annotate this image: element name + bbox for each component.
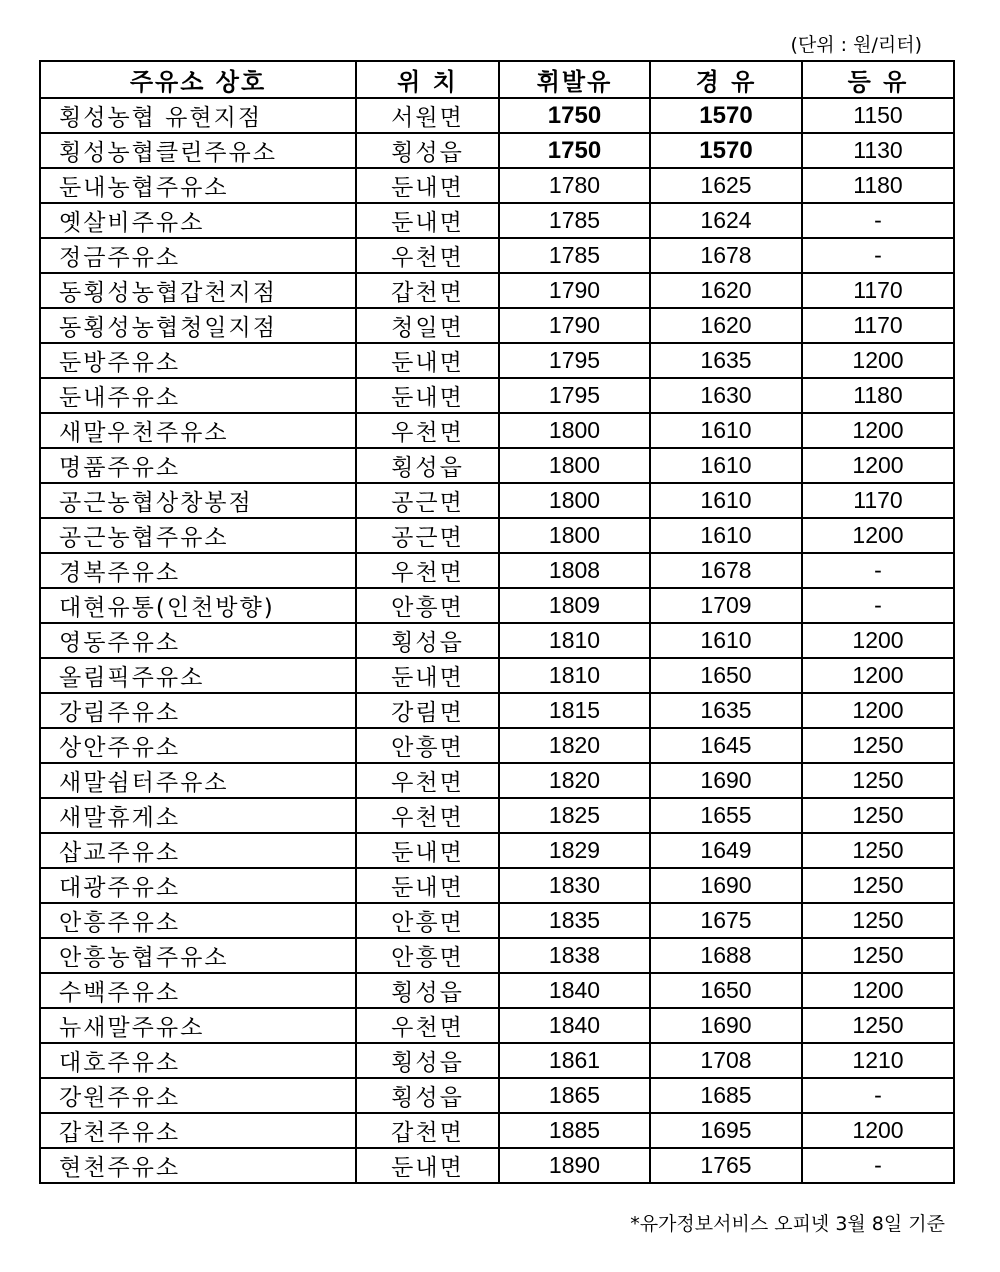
table-row [40, 903, 954, 938]
table-row [40, 203, 954, 238]
diesel-price-cell: 1610 [650, 483, 802, 518]
kerosene-price-cell: 1250 [802, 833, 954, 868]
gasoline-price-cell: 1829 [499, 833, 650, 868]
location-cell: 횡성읍 [356, 448, 499, 483]
station-name-cell: 삽교주유소 [40, 833, 356, 868]
header-gasoline: 휘발유 [499, 61, 650, 98]
gasoline-price-cell: 1840 [499, 973, 650, 1008]
table-row [40, 378, 954, 413]
table-row [40, 798, 954, 833]
diesel-price-cell: 1610 [650, 448, 802, 483]
table-row [40, 133, 954, 168]
table-row [40, 168, 954, 203]
location-cell: 서원면 [356, 98, 499, 133]
station-name-cell: 올림픽주유소 [40, 658, 356, 693]
diesel-price-cell: 1620 [650, 308, 802, 343]
location-cell: 우천면 [356, 798, 499, 833]
station-name-cell: 안흥농협주유소 [40, 938, 356, 973]
gasoline-price-cell: 1865 [499, 1078, 650, 1113]
table-row [40, 623, 954, 658]
gasoline-price-cell: 1820 [499, 763, 650, 798]
diesel-price-cell: 1570 [650, 133, 802, 168]
kerosene-price-cell: 1180 [802, 378, 954, 413]
kerosene-price-cell: - [802, 588, 954, 623]
table-row [40, 238, 954, 273]
gasoline-price-cell: 1835 [499, 903, 650, 938]
gasoline-price-cell: 1890 [499, 1148, 650, 1183]
table-row [40, 1113, 954, 1148]
location-cell: 우천면 [356, 238, 499, 273]
kerosene-price-cell: - [802, 1078, 954, 1113]
location-cell: 우천면 [356, 413, 499, 448]
gasoline-price-cell: 1750 [499, 98, 650, 133]
table-row [40, 273, 954, 308]
kerosene-price-cell: 1200 [802, 518, 954, 553]
table-row [40, 588, 954, 623]
table-row [40, 833, 954, 868]
kerosene-price-cell: 1250 [802, 868, 954, 903]
station-name-cell: 횡성농협클린주유소 [40, 133, 356, 168]
diesel-price-cell: 1690 [650, 1008, 802, 1043]
location-cell: 갑천면 [356, 273, 499, 308]
location-cell: 공근면 [356, 483, 499, 518]
station-name-cell: 대광주유소 [40, 868, 356, 903]
kerosene-price-cell: - [802, 1148, 954, 1183]
station-name-cell: 새말쉼터주유소 [40, 763, 356, 798]
gasoline-price-cell: 1808 [499, 553, 650, 588]
gasoline-price-cell: 1809 [499, 588, 650, 623]
unit-note: (단위 : 원/리터) [790, 34, 922, 56]
station-name-cell: 안흥주유소 [40, 903, 356, 938]
station-name-cell: 현천주유소 [40, 1148, 356, 1183]
gasoline-price-cell: 1810 [499, 623, 650, 658]
gasoline-price-cell: 1790 [499, 273, 650, 308]
diesel-price-cell: 1695 [650, 1113, 802, 1148]
kerosene-price-cell: 1150 [802, 98, 954, 133]
table-row [40, 868, 954, 903]
location-cell: 횡성읍 [356, 973, 499, 1008]
location-cell: 공근면 [356, 518, 499, 553]
gasoline-price-cell: 1795 [499, 378, 650, 413]
diesel-price-cell: 1688 [650, 938, 802, 973]
location-cell: 우천면 [356, 763, 499, 798]
station-name-cell: 둔내주유소 [40, 378, 356, 413]
gasoline-price-cell: 1800 [499, 413, 650, 448]
kerosene-price-cell: 1250 [802, 798, 954, 833]
location-cell: 둔내면 [356, 833, 499, 868]
station-name-cell: 새말휴게소 [40, 798, 356, 833]
location-cell: 안흥면 [356, 938, 499, 973]
diesel-price-cell: 1645 [650, 728, 802, 763]
station-name-cell: 뉴새말주유소 [40, 1008, 356, 1043]
table-row [40, 518, 954, 553]
diesel-price-cell: 1620 [650, 273, 802, 308]
gasoline-price-cell: 1815 [499, 693, 650, 728]
gasoline-price-cell: 1825 [499, 798, 650, 833]
kerosene-price-cell: 1200 [802, 623, 954, 658]
gasoline-price-cell: 1750 [499, 133, 650, 168]
diesel-price-cell: 1610 [650, 518, 802, 553]
diesel-price-cell: 1650 [650, 973, 802, 1008]
table-row [40, 1008, 954, 1043]
station-name-cell: 대호주유소 [40, 1043, 356, 1078]
table-row [40, 728, 954, 763]
gasoline-price-cell: 1810 [499, 658, 650, 693]
location-cell: 횡성읍 [356, 1078, 499, 1113]
station-name-cell: 수백주유소 [40, 973, 356, 1008]
station-name-cell: 정금주유소 [40, 238, 356, 273]
gasoline-price-cell: 1795 [499, 343, 650, 378]
location-cell: 둔내면 [356, 1148, 499, 1183]
header-diesel: 경 유 [650, 61, 802, 98]
header-location: 위 치 [356, 61, 499, 98]
gasoline-price-cell: 1785 [499, 203, 650, 238]
diesel-price-cell: 1630 [650, 378, 802, 413]
header-station-name: 주유소 상호 [40, 61, 356, 98]
kerosene-price-cell: 1200 [802, 413, 954, 448]
location-cell: 둔내면 [356, 343, 499, 378]
station-name-cell: 대현유통(인천방향) [40, 588, 356, 623]
diesel-price-cell: 1625 [650, 168, 802, 203]
diesel-price-cell: 1708 [650, 1043, 802, 1078]
diesel-price-cell: 1635 [650, 343, 802, 378]
diesel-price-cell: 1709 [650, 588, 802, 623]
gasoline-price-cell: 1840 [499, 1008, 650, 1043]
gasoline-price-cell: 1780 [499, 168, 650, 203]
kerosene-price-cell: 1200 [802, 448, 954, 483]
gasoline-price-cell: 1800 [499, 483, 650, 518]
table-row [40, 448, 954, 483]
diesel-price-cell: 1690 [650, 868, 802, 903]
kerosene-price-cell: 1200 [802, 343, 954, 378]
kerosene-price-cell: 1170 [802, 483, 954, 518]
diesel-price-cell: 1635 [650, 693, 802, 728]
kerosene-price-cell: 1250 [802, 1008, 954, 1043]
kerosene-price-cell: 1170 [802, 308, 954, 343]
header-row [40, 61, 954, 98]
gasoline-price-cell: 1800 [499, 448, 650, 483]
table-row [40, 98, 954, 133]
kerosene-price-cell: 1250 [802, 728, 954, 763]
table-row [40, 483, 954, 518]
table-row [40, 658, 954, 693]
station-name-cell: 둔내농협주유소 [40, 168, 356, 203]
kerosene-price-cell: 1130 [802, 133, 954, 168]
location-cell: 강림면 [356, 693, 499, 728]
table-row [40, 763, 954, 798]
table-row [40, 308, 954, 343]
station-name-cell: 경복주유소 [40, 553, 356, 588]
diesel-price-cell: 1624 [650, 203, 802, 238]
location-cell: 둔내면 [356, 203, 499, 238]
gasoline-price-cell: 1830 [499, 868, 650, 903]
diesel-price-cell: 1685 [650, 1078, 802, 1113]
gasoline-price-cell: 1800 [499, 518, 650, 553]
table-row [40, 938, 954, 973]
diesel-price-cell: 1649 [650, 833, 802, 868]
gasoline-price-cell: 1885 [499, 1113, 650, 1148]
diesel-price-cell: 1655 [650, 798, 802, 833]
header-kerosene: 등 유 [802, 61, 954, 98]
diesel-price-cell: 1690 [650, 763, 802, 798]
kerosene-price-cell: 1180 [802, 168, 954, 203]
station-name-cell: 옛살비주유소 [40, 203, 356, 238]
station-name-cell: 명품주유소 [40, 448, 356, 483]
station-name-cell: 강림주유소 [40, 693, 356, 728]
location-cell: 둔내면 [356, 168, 499, 203]
table-row [40, 413, 954, 448]
gasoline-price-cell: 1785 [499, 238, 650, 273]
table-row [40, 693, 954, 728]
station-name-cell: 영동주유소 [40, 623, 356, 658]
kerosene-price-cell: 1200 [802, 973, 954, 1008]
station-name-cell: 동횡성농협청일지점 [40, 308, 356, 343]
location-cell: 횡성읍 [356, 623, 499, 658]
diesel-price-cell: 1570 [650, 98, 802, 133]
location-cell: 횡성읍 [356, 133, 499, 168]
gasoline-price-cell: 1838 [499, 938, 650, 973]
kerosene-price-cell: 1250 [802, 938, 954, 973]
location-cell: 우천면 [356, 1008, 499, 1043]
station-name-cell: 상안주유소 [40, 728, 356, 763]
station-name-cell: 갑천주유소 [40, 1113, 356, 1148]
kerosene-price-cell: 1250 [802, 763, 954, 798]
kerosene-price-cell: - [802, 203, 954, 238]
table-row [40, 1148, 954, 1183]
kerosene-price-cell: 1200 [802, 1113, 954, 1148]
source-note: *유가정보서비스 오피넷 3월 8일 기준 [630, 1213, 945, 1235]
table-row [40, 1043, 954, 1078]
location-cell: 둔내면 [356, 868, 499, 903]
diesel-price-cell: 1650 [650, 658, 802, 693]
station-name-cell: 둔방주유소 [40, 343, 356, 378]
station-name-cell: 횡성농협 유현지점 [40, 98, 356, 133]
location-cell: 청일면 [356, 308, 499, 343]
location-cell: 안흥면 [356, 588, 499, 623]
location-cell: 우천면 [356, 553, 499, 588]
kerosene-price-cell: - [802, 238, 954, 273]
fuel-price-table [39, 60, 955, 1184]
gasoline-price-cell: 1820 [499, 728, 650, 763]
kerosene-price-cell: 1170 [802, 273, 954, 308]
diesel-price-cell: 1675 [650, 903, 802, 938]
diesel-price-cell: 1610 [650, 623, 802, 658]
kerosene-price-cell: 1210 [802, 1043, 954, 1078]
station-name-cell: 새말우천주유소 [40, 413, 356, 448]
table-row [40, 1078, 954, 1113]
station-name-cell: 동횡성농협갑천지점 [40, 273, 356, 308]
station-name-cell: 강원주유소 [40, 1078, 356, 1113]
location-cell: 안흥면 [356, 728, 499, 763]
table-row [40, 973, 954, 1008]
location-cell: 갑천면 [356, 1113, 499, 1148]
kerosene-price-cell: 1200 [802, 693, 954, 728]
gasoline-price-cell: 1790 [499, 308, 650, 343]
diesel-price-cell: 1765 [650, 1148, 802, 1183]
diesel-price-cell: 1678 [650, 238, 802, 273]
table-row [40, 553, 954, 588]
location-cell: 둔내면 [356, 378, 499, 413]
kerosene-price-cell: - [802, 553, 954, 588]
station-name-cell: 공근농협상창봉점 [40, 483, 356, 518]
table-body [40, 98, 954, 1183]
kerosene-price-cell: 1200 [802, 658, 954, 693]
location-cell: 횡성읍 [356, 1043, 499, 1078]
location-cell: 둔내면 [356, 658, 499, 693]
location-cell: 안흥면 [356, 903, 499, 938]
kerosene-price-cell: 1250 [802, 903, 954, 938]
diesel-price-cell: 1610 [650, 413, 802, 448]
table-row [40, 343, 954, 378]
station-name-cell: 공근농협주유소 [40, 518, 356, 553]
diesel-price-cell: 1678 [650, 553, 802, 588]
gasoline-price-cell: 1861 [499, 1043, 650, 1078]
